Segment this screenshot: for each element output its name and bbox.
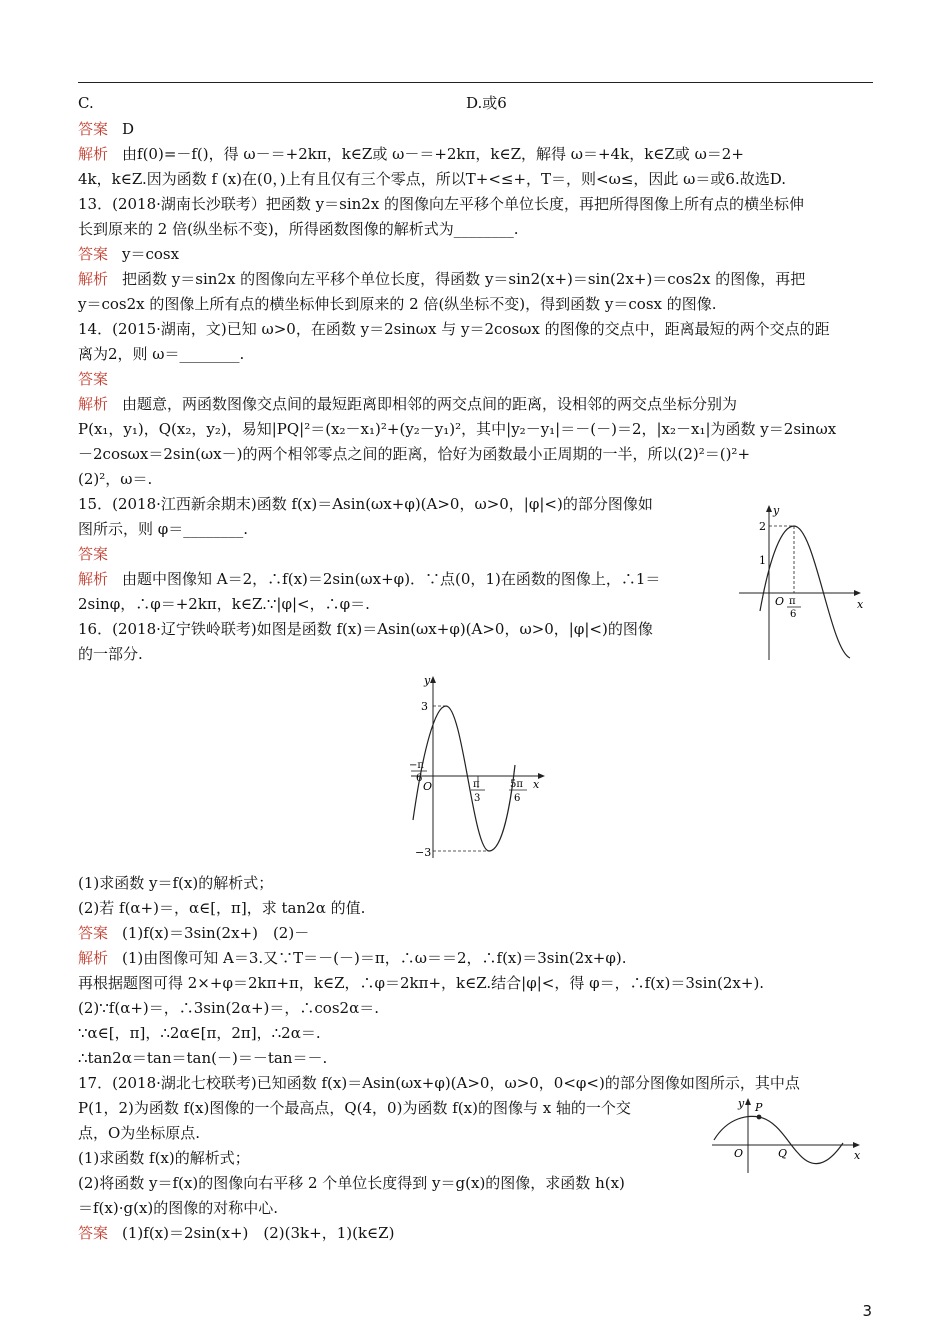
q14-analysis-1: 解析 由题意，两函数图像交点间的最短距离即相邻的两交点间的距离，设相邻的两交点坐标分别为 — [78, 395, 738, 413]
q17-stem-4: (1)求函数 f(x)的解析式； — [78, 1149, 250, 1167]
q17-y-label: y — [738, 1097, 745, 1110]
q13-stem-1: 13．(2018·湖南长沙联考）把函数 y＝sin2x 的图像向左平移个单位长度，再把所得图像上所有点的横坐标伸 — [78, 195, 805, 213]
analysis-label: 解析 — [78, 395, 109, 413]
q16-graph — [403, 670, 553, 862]
q16-sub-1: (1)求函数 y＝f(x)的解析式； — [78, 874, 274, 892]
q16-neg-den: 6 — [416, 773, 423, 784]
option-d: D.或6 — [466, 94, 507, 112]
q17-stem-6: ＝f(x)·g(x)的图像的对称中心. — [78, 1199, 279, 1217]
q14-analysis-4: (2)²，ω＝. — [78, 470, 153, 488]
q16-curve — [413, 706, 515, 851]
q16-x-label: x — [533, 778, 540, 791]
q16-analysis-2: 再根据题图可得 2×+φ＝2kπ+π，k∈Z，∴φ＝2kπ+，k∈Z.结合|φ|<，得 φ＝，∴f(x)＝3sin(2x+). — [78, 974, 765, 992]
q12-answer-text: D — [122, 120, 135, 138]
q17-stem-5: (2)将函数 y＝f(x)的图像向右平移 2 个单位长度得到 y＝g(x)的图像，求函数 h(x) — [78, 1174, 625, 1192]
q13-analysis-2: y＝cos2x 的图像上所有点的横坐标伸长到原来的 2 倍(纵坐标不变)，得到函数 y＝cosx 的图像. — [78, 295, 717, 313]
answer-label: 答案 — [78, 924, 109, 942]
q13-analysis-1: 解析 把函数 y＝sin2x 的图像向左平移个单位长度，得函数 y＝sin2(x+)＝sin(2x+)＝cos2x 的图像，再把 — [78, 270, 806, 288]
q16-five-pi: 5π — [510, 779, 523, 790]
q17-x-arrow — [853, 1142, 860, 1148]
q15-tick-1: 1 — [759, 554, 766, 567]
q15-pi-den: 6 — [790, 609, 797, 620]
q16-den3: 3 — [474, 793, 481, 804]
q16-stem-2: 的一部分. — [78, 645, 143, 663]
q12-analysis-1: 解析 由f(0)=－f()，得 ω－＝+2kπ，k∈Z或 ω－＝+2kπ，k∈Z，解得 ω＝+4k，k∈Z或 ω＝2+ — [78, 145, 744, 163]
q15-tick-2: 2 — [759, 520, 766, 533]
q15-y-label: y — [773, 504, 780, 517]
answer-label: 答案 — [78, 545, 109, 563]
q14-stem-2: 离为2，则 ω＝________. — [78, 345, 245, 363]
q16-analysis-1: 解析 (1)由图像可知 A＝3.又∵T＝－(－)＝π，∴ω＝＝2，∴f(x)＝3sin(2x+φ). — [78, 949, 627, 967]
q17-answer: 答案 (1)f(x)＝2sin(x+) (2)(3k+，1)(k∈Z) — [78, 1224, 395, 1242]
q16-neg-pi: −π — [409, 760, 424, 771]
q17-q-label: Q — [778, 1147, 788, 1160]
answer-label: 答案 — [78, 370, 109, 388]
analysis-label: 解析 — [78, 145, 109, 163]
q15-x-arrow — [854, 590, 861, 596]
q15-pi-num: π — [789, 596, 796, 607]
q16-answer: 答案 (1)f(x)＝3sin(2x+) (2)－ — [78, 924, 310, 942]
q15-analysis-1: 解析 由题中图像知 A＝2，∴f(x)＝2sin(ωx+φ)．∵点(0，1)在函数的图像上，∴1＝ — [78, 570, 661, 588]
q16-tick-m3: −3 — [415, 846, 432, 859]
analysis-label: 解析 — [78, 570, 109, 588]
answer-label: 答案 — [78, 245, 109, 263]
q13-answer: 答案 y＝cosx — [78, 245, 180, 263]
q15-curve — [760, 526, 850, 658]
q17-stem-3: 点，O为坐标原点. — [78, 1124, 201, 1142]
q17-p-label: P — [755, 1101, 763, 1114]
q15-graph — [735, 500, 865, 665]
q16-analysis-3: (2)∵f(α+)＝，∴3sin(2α+)＝，∴cos2α＝. — [78, 999, 379, 1017]
q16-tick-3: 3 — [421, 700, 428, 713]
q17-graph — [708, 1095, 868, 1177]
analysis-label: 解析 — [78, 949, 109, 967]
q14-answer — [78, 368, 122, 390]
q16-origin: O — [423, 780, 433, 793]
q17-origin: O — [734, 1147, 744, 1160]
q15-origin: O — [775, 595, 785, 608]
q17-stem-2: P(1，2)为函数 f(x)图像的一个最高点，Q(4，0)为函数 f(x)的图像与 x 轴的一个交 — [78, 1099, 631, 1117]
answer-label: 答案 — [78, 1224, 109, 1242]
q12-analysis-2: 4k，k∈Z.因为函数 f (x)在(0，)上有且仅有三个零点，所以T+<≤+，T＝，则<ω≤，因此 ω＝或6.故选D. — [78, 170, 786, 188]
q15-analysis-2: 2sinφ，∴φ＝+2kπ，k∈Z.∵|φ|<，∴φ＝. — [78, 595, 370, 613]
q16-y-arrow — [430, 676, 436, 683]
q15-y-arrow — [766, 505, 772, 512]
q16-stem-1: 16．(2018·辽宁铁岭联考)如图是函数 f(x)＝Asin(ωx+φ)(A>0，ω>0，|φ|<)的图像 — [78, 620, 653, 638]
q17-y-arrow — [745, 1098, 751, 1105]
option-c: C. — [78, 94, 94, 112]
q12-answer — [78, 118, 134, 140]
q17-x-label: x — [854, 1149, 861, 1162]
q14-analysis-3: －2cosωx＝2sin(ωx－)的两个相邻零点之间的距离，恰好为函数最小正周期的一半，所以(2)²＝()²+ — [78, 445, 751, 463]
q17-stem-1: 17．(2018·湖北七校联考)已知函数 f(x)＝Asin(ωx+φ)(A>0，ω>0，0<φ<)的部分图像如图所示，其中点 — [78, 1074, 800, 1092]
q16-den6: 6 — [514, 793, 521, 804]
q16-analysis-5: ∴tan2α＝tan＝tan(－)＝－tan＝－. — [78, 1049, 328, 1067]
q16-pi: π — [473, 779, 480, 790]
answer-label: 答案 — [78, 120, 109, 138]
q15-x-label: x — [857, 598, 864, 611]
header-rule — [78, 82, 873, 83]
page-number: 3 — [862, 1302, 872, 1320]
q15-stem-2: 图所示，则 φ＝________. — [78, 520, 249, 538]
q16-y-label: y — [424, 674, 431, 687]
q14-stem-1: 14．(2015·湖南，文)已知 ω>0，在函数 y＝2sinωx 与 y＝2cosωx 的图像的交点中，距离最短的两个交点的距 — [78, 320, 830, 338]
analysis-label: 解析 — [78, 270, 109, 288]
q16-analysis-4: ∵α∈[，π]，∴2α∈[π，2π]，∴2α＝. — [78, 1024, 321, 1042]
q16-sub-2: (2)若 f(α+)＝，α∈[，π]，求 tan2α 的值. — [78, 899, 366, 917]
q13-stem-2: 长到原来的 2 倍(纵坐标不变)，所得函数图像的解析式为________. — [78, 220, 519, 238]
q15-stem-1: 15．(2018·江西新余期末)函数 f(x)＝Asin(ωx+φ)(A>0，ω>0，|φ|<)的部分图像如 — [78, 495, 653, 513]
q15-answer — [78, 543, 122, 565]
q14-analysis-2: P(x₁，y₁)，Q(x₂，y₂)，易知|PQ|²＝(x₂－x₁)²+(y₂－y₁)²，其中|y₂－y₁|＝－(－)＝2，|x₂－x₁|为函数 y＝2sinωx — [78, 420, 837, 438]
